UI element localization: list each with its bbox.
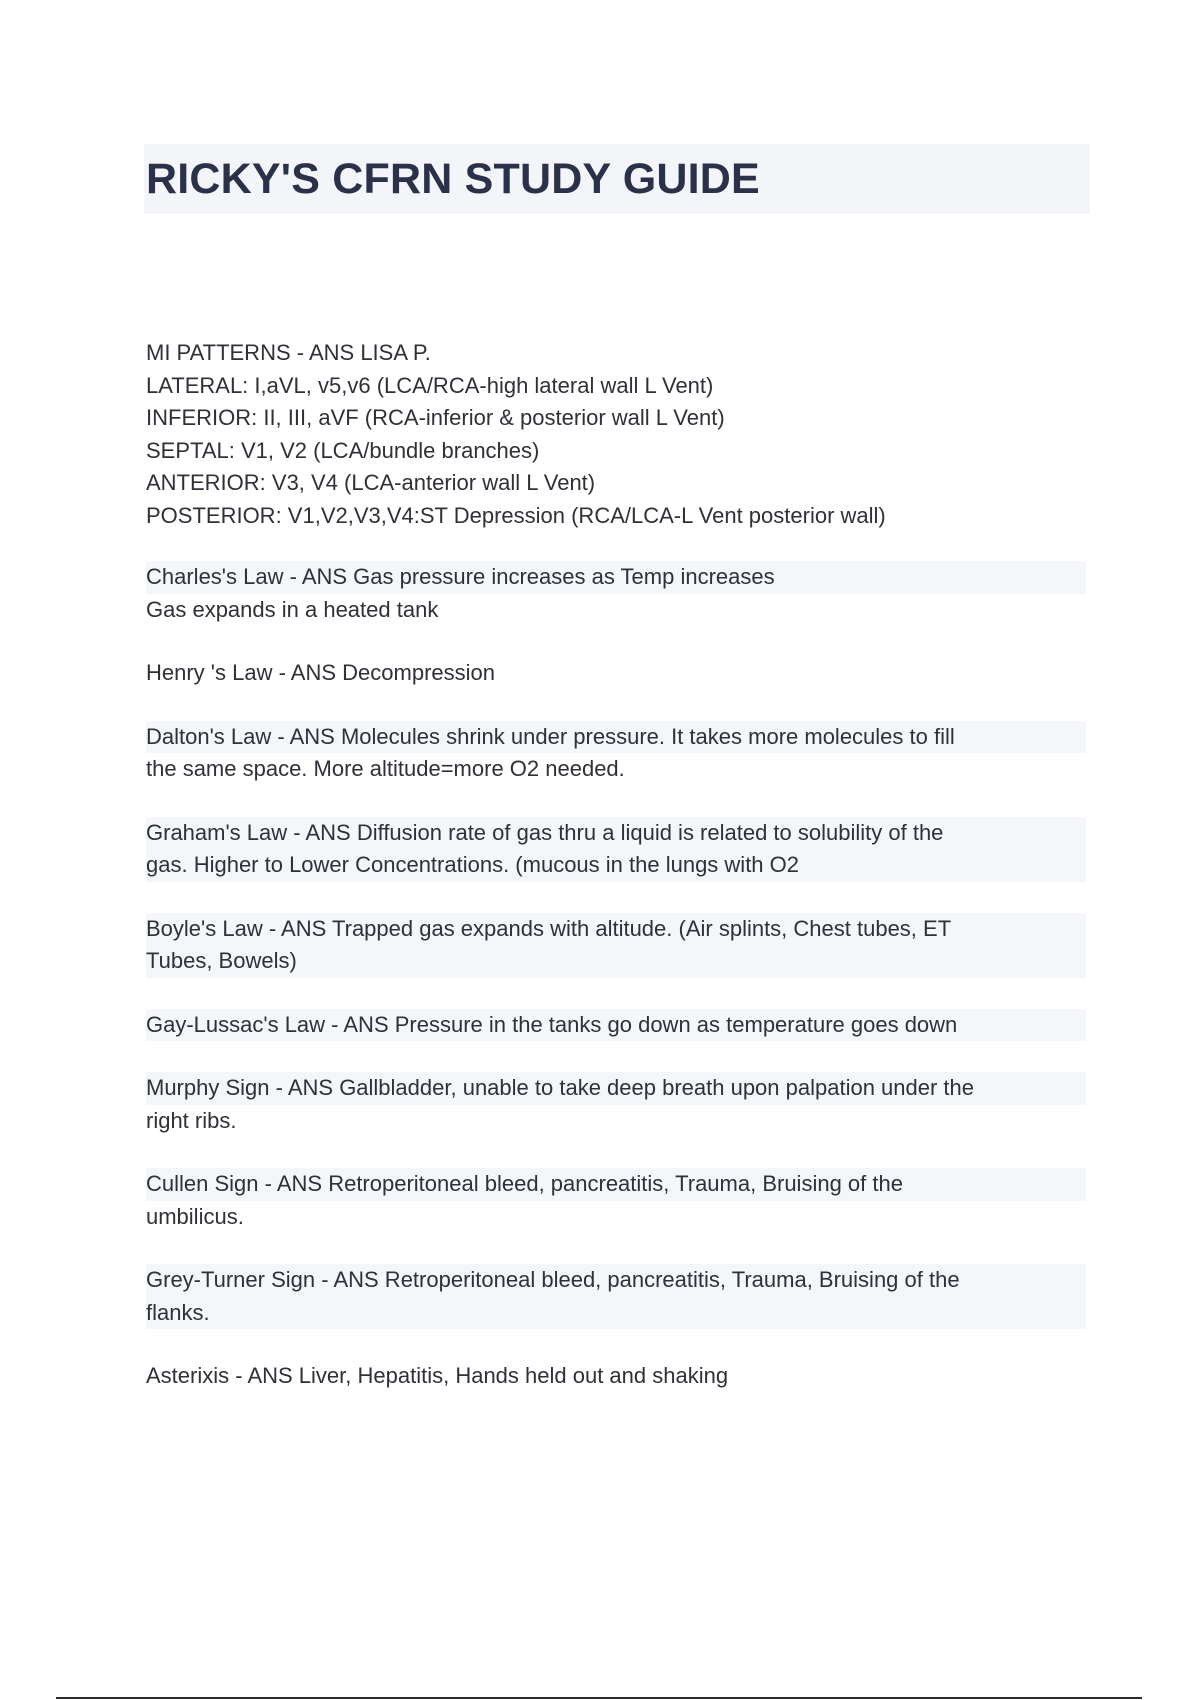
footer-divider	[56, 1697, 1142, 1699]
entry-line: Dalton's Law - ANS Molecules shrink under pressure. It takes more molecules to fill	[146, 721, 1086, 754]
entry-line: POSTERIOR: V1,V2,V3,V4:ST Depression (RCA/LCA-L Vent posterior wall)	[146, 502, 886, 528]
entry-murphy-sign	[146, 1072, 1086, 1137]
entry-dalton-law	[146, 721, 1086, 786]
entry-mi-patterns	[146, 337, 1086, 532]
entry-line: Grey-Turner Sign - ANS Retroperitoneal bleed, pancreatitis, Trauma, Bruising of the	[146, 1264, 1086, 1297]
entry-line: LATERAL: I,aVL, v5,v6 (LCA/RCA-high lateral wall L Vent)	[146, 372, 714, 398]
entry-graham-law	[146, 817, 1086, 882]
entry-grey-turner-sign	[146, 1264, 1086, 1329]
entry-line: Gas expands in a heated tank	[146, 596, 439, 622]
study-guide-content	[146, 337, 1086, 1424]
entry-line: the same space. More altitude=more O2 needed.	[146, 756, 625, 781]
entry-line: flanks.	[146, 1297, 1086, 1330]
entry-line: Charles's Law - ANS Gas pressure increases as Temp increases	[146, 561, 1086, 594]
entry-line: Graham's Law - ANS Diffusion rate of gas thru a liquid is related to solubility of the	[146, 817, 1086, 850]
entry-line: Gay-Lussac's Law - ANS Pressure in the tanks go down as temperature goes down	[146, 1009, 1086, 1042]
entry-line: Tubes, Bowels)	[146, 945, 1086, 978]
entry-line: umbilicus.	[146, 1203, 244, 1229]
entry-line: SEPTAL: V1, V2 (LCA/bundle branches)	[146, 437, 540, 463]
entry-gay-lussac-law	[146, 1009, 1086, 1042]
entry-line: MI PATTERNS - ANS LISA P.	[146, 340, 431, 365]
entry-charles-law	[146, 561, 1086, 626]
entry-line: ANTERIOR: V3, V4 (LCA-anterior wall L Vent)	[146, 470, 596, 495]
entry-line: Henry 's Law - ANS Decompression	[146, 660, 495, 685]
entry-boyle-law	[146, 913, 1086, 978]
entry-line: Cullen Sign - ANS Retroperitoneal bleed, pancreatitis, Trauma, Bruising of the	[146, 1168, 1086, 1201]
entry-line: INFERIOR: II, III, aVF (RCA-inferior & posterior wall L Vent)	[146, 405, 725, 430]
entry-asterixis	[146, 1360, 1086, 1393]
entry-line: Boyle's Law - ANS Trapped gas expands with altitude. (Air splints, Chest tubes, ET	[146, 913, 1086, 946]
entry-cullen-sign	[146, 1168, 1086, 1233]
entry-line: Murphy Sign - ANS Gallbladder, unable to take deep breath upon palpation under the	[146, 1072, 1086, 1105]
entry-line: gas. Higher to Lower Concentrations. (mucous in the lungs with O2	[146, 849, 1086, 882]
entry-line: Asterixis - ANS Liver, Hepatitis, Hands held out and shaking	[146, 1363, 729, 1388]
page-title: RICKY'S CFRN STUDY GUIDE	[146, 155, 760, 203]
entry-henry-law	[146, 657, 1086, 690]
entry-line: right ribs.	[146, 1107, 237, 1133]
